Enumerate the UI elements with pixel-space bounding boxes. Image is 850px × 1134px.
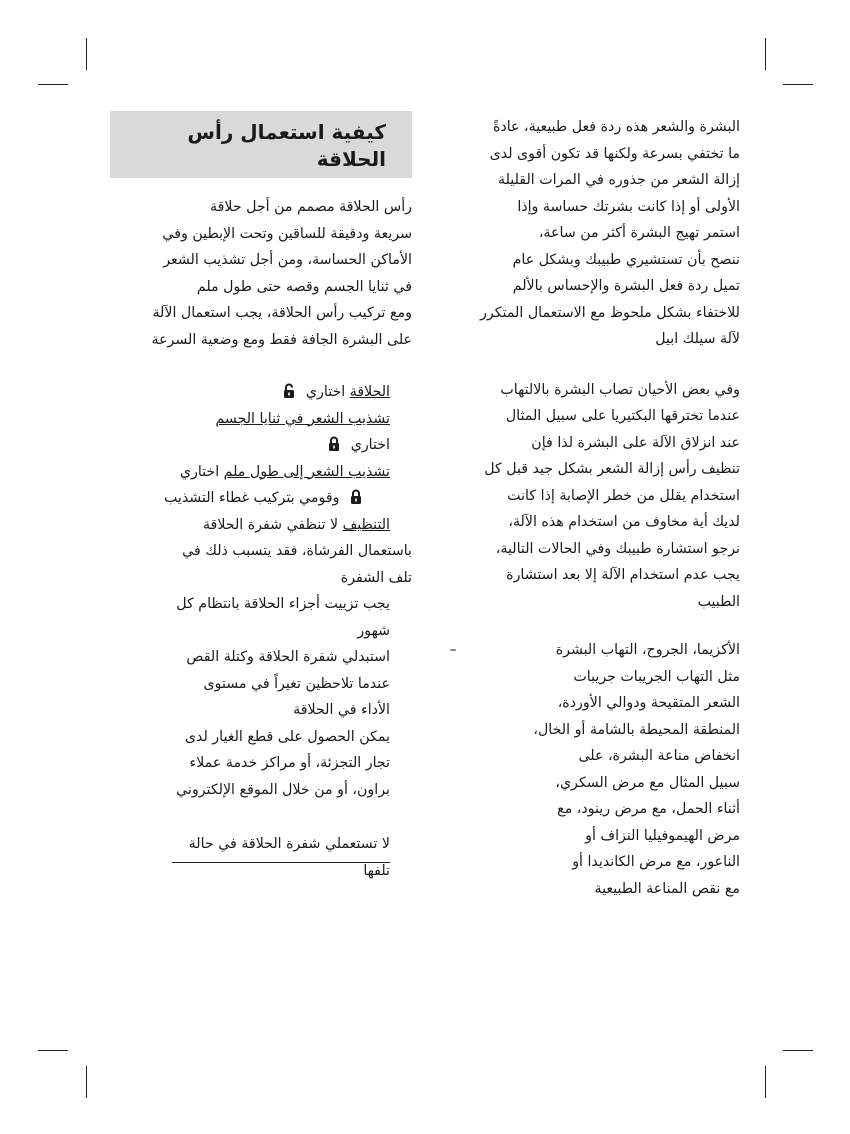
text-line: انخفاض مناعة البشرة، على bbox=[578, 748, 740, 764]
section-heading-box bbox=[110, 111, 412, 178]
text-line: ما تختفي بسرعة ولكنها قد تكون أقوى لدى bbox=[489, 145, 740, 162]
text-line: على البشرة الجافة فقط ومع وضعية السرعة bbox=[151, 331, 412, 348]
cleaning-label: التنظيف bbox=[342, 516, 390, 533]
crop-mark bbox=[765, 38, 766, 70]
text-line: البشرة والشعر هذه ردة فعل طبيعية، عادةً bbox=[492, 119, 740, 135]
settings-list bbox=[110, 379, 412, 803]
section-heading bbox=[110, 111, 412, 173]
trim-folds-choose: اختاري bbox=[350, 437, 390, 453]
crop-mark bbox=[38, 84, 68, 85]
text-line: استخدام يقلل من خطر الإصابة إذا كانت bbox=[507, 487, 740, 504]
text-line: سريعة ودقيقة للساقين وتحت الإبطين وفي bbox=[162, 225, 412, 242]
text-line: لآلة سيلك ابيل bbox=[655, 331, 740, 347]
heading-line: كيفية استعمال رأس bbox=[187, 120, 386, 144]
text-line: باستعمال الفرشاة، فقد يتسبب ذلك في bbox=[182, 543, 412, 559]
text-line: ومع تركيب رأس الحلاقة، يجب استعمال الآلة bbox=[152, 305, 412, 321]
cleaning-setting bbox=[110, 512, 390, 539]
shaving-label: الحلاقة bbox=[349, 384, 390, 400]
text-line: الطبيب bbox=[697, 593, 740, 610]
cleaning-text: لا تنظفي شفرة الحلاقة bbox=[202, 516, 343, 533]
trim-cap-text: وقومي بتركيب غطاء التشذيب bbox=[163, 490, 340, 506]
divider-rule bbox=[172, 862, 390, 863]
unlocked-icon bbox=[283, 383, 295, 398]
warning-note bbox=[110, 831, 412, 884]
inflammation-paragraph bbox=[438, 377, 740, 616]
text-line: تلف الشفرة bbox=[340, 569, 412, 586]
text-line: وفي بعض الأحيان تصاب البشرة بالالتهاب bbox=[500, 381, 740, 398]
heading-line: الحلاقة bbox=[316, 147, 386, 171]
shaving-setting bbox=[110, 379, 390, 406]
text-line: الشعر المتقيحة ودوالي الأوردة، bbox=[557, 695, 740, 711]
shaving-choose: اختاري bbox=[305, 384, 350, 400]
crop-mark bbox=[86, 1066, 87, 1098]
crop-mark bbox=[86, 38, 87, 70]
text-line: يمكن الحصول على قطع الغيار لدى bbox=[184, 728, 390, 745]
crop-mark bbox=[765, 1066, 766, 1098]
text-line: يجب تزييت أجزاء الحلاقة بانتظام كل bbox=[176, 596, 390, 612]
text-line: أثناء الحمل، مع مرض رينود، مع bbox=[557, 801, 740, 817]
crop-mark bbox=[783, 84, 813, 85]
conditions-bullet bbox=[438, 637, 740, 902]
text-line: سبيل المثال مع مرض السكري، bbox=[555, 774, 740, 791]
trim-cap-line bbox=[110, 485, 390, 512]
left-column bbox=[110, 194, 412, 884]
text-line: استمر تهيج البشرة أكثر من ساعة، bbox=[538, 225, 740, 241]
bullet-dash: – bbox=[449, 642, 457, 658]
text-line: تلفها bbox=[363, 862, 390, 879]
text-line: الأولى أو إذا كانت بشرتك حساسة وإذا bbox=[517, 198, 740, 215]
text-line: تنظيف رأس إزالة الشعر بشكل جيد قبل كل bbox=[484, 461, 740, 477]
trim-length-setting bbox=[110, 459, 390, 486]
text-line: لديك أية مخاوف من استخدام هذه الآلة، bbox=[508, 514, 740, 530]
text-line: نرجو استشارة طبيبك وفي الحالات التالية، bbox=[495, 540, 740, 557]
text-line: إزالة الشعر من جذوره في المرات القليلة bbox=[498, 172, 740, 188]
text-line: الناعور، مع مرض الكانديدا أو bbox=[572, 854, 740, 870]
text-line: عند انزلاق الآلة على البشرة لذا فإن bbox=[531, 434, 740, 451]
text-line: الأماكن الحساسة، ومن أجل تشذيب الشعر bbox=[163, 252, 412, 268]
text-line: الأكزيما، الجروح، التهاب البشرة bbox=[555, 642, 740, 658]
text-line: مرض الهيموفيليا النزاف أو bbox=[585, 827, 740, 844]
text-line: مثل التهاب الجريبات جريبات bbox=[573, 668, 740, 685]
text-line: لا تستعملي شفرة الحلاقة في حالة bbox=[188, 836, 390, 852]
trim-folds-setting: تشذيب الشعر في ثنايا الجسم bbox=[215, 410, 390, 427]
text-line: استبدلي شفرة الحلاقة وكتلة القص bbox=[186, 649, 390, 665]
lock-icon bbox=[328, 436, 340, 451]
trim-length-choose: اختاري bbox=[179, 463, 224, 480]
crop-mark bbox=[38, 1050, 68, 1051]
text-line: مع نقص المناعة الطبيعية bbox=[594, 880, 740, 897]
text-line: في ثنايا الجسم وقصه حتى طول ملم bbox=[196, 278, 412, 295]
lock-icon bbox=[350, 489, 362, 504]
text-line: تجار التجزئة، أو مراكز خدمة عملاء bbox=[189, 755, 390, 771]
text-line: عندما تلاحظين تغيراً في مستوى bbox=[203, 675, 390, 692]
text-line: شهور bbox=[357, 622, 390, 639]
right-column bbox=[438, 114, 740, 902]
intro-paragraph bbox=[110, 194, 412, 353]
text-line: يجب عدم استخدام الآلة إلا بعد استشارة bbox=[506, 567, 740, 583]
skin-reaction-paragraph bbox=[438, 114, 740, 353]
text-line: ننصح بأن تستشيري طبيبك وبشكل عام bbox=[512, 251, 740, 268]
text-line: تميل ردة فعل البشرة والإحساس بالألم bbox=[512, 278, 740, 294]
text-line: المنطقة المحيطة بالشامة أو الخال، bbox=[533, 721, 740, 738]
text-line: للاختفاء بشكل ملحوظ مع الاستعمال المتكرر bbox=[480, 304, 740, 321]
text-line: براون، أو من خلال الموقع الإلكتروني bbox=[176, 781, 390, 798]
trim-length-label: تشذيب الشعر إلى طول ملم bbox=[223, 463, 390, 480]
crop-mark bbox=[783, 1050, 813, 1051]
text-line: رأس الحلاقة مصمم من أجل حلاقة bbox=[210, 199, 412, 215]
text-line: عندما تخترقها البكتيريا على سبيل المثال bbox=[505, 408, 740, 424]
trim-folds-choose-line bbox=[110, 432, 390, 459]
text-line: الأداء في الحلاقة bbox=[293, 702, 390, 718]
